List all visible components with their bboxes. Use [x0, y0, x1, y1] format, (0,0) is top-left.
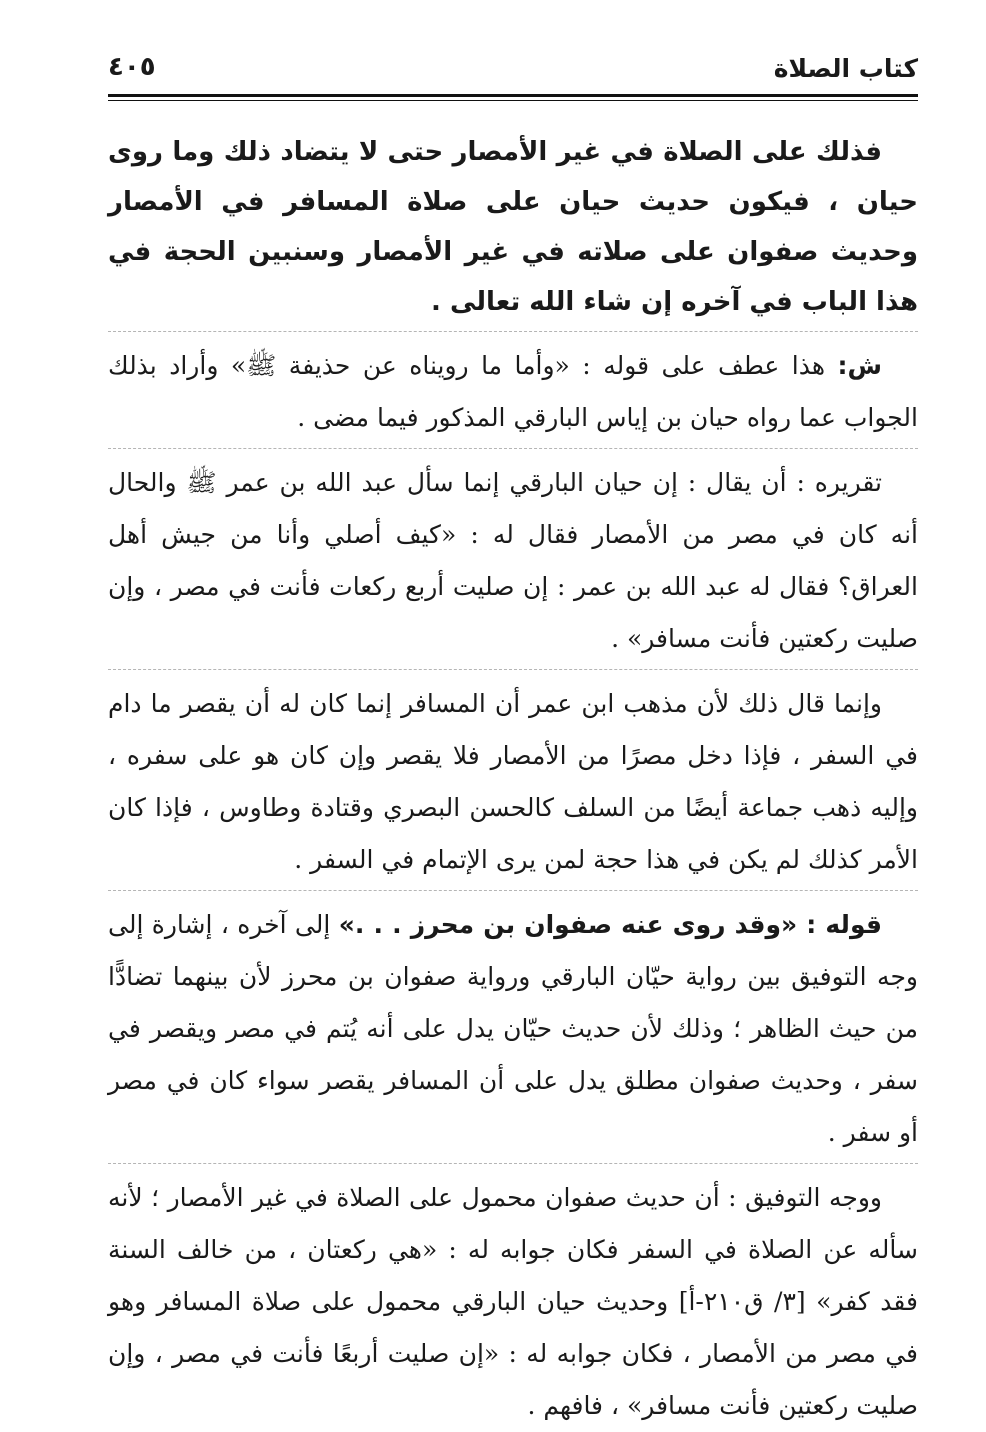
reason-paragraph: وإنما قال ذلك لأن مذهب ابن عمر أن المسافر إنما كان له أن يقصر ما دام في السفر ، فإذا دخل مصرًا من الأمصار فلا يقصر وإن كان هو على سفره ، وإليه ذهب جماعة أيضًا من السلف كالحسن البصري وقتادة وطاوس ، فإذا كان الأمر كذلك لم يكن في هذا حجة لمن يرى الإتمام في السفر . [108, 689, 918, 874]
running-title: كتاب الصلاة [773, 54, 918, 83]
commentary-label: ش: [837, 351, 882, 380]
header-rule-thin [108, 100, 918, 101]
lead-paragraph: فذلك على الصلاة في غير الأمصار حتى لا يتضاد ذلك وما روى حيان ، فيكون حديث حيان على صلاة المسافر في الأمصار وحديث صفوان على صلاته في غير الأمصار وسنبين الحجة في هذا الباب في آخره إن شاء الله تعالى . [108, 137, 918, 317]
paragraph-separator [108, 1163, 918, 1168]
commentary-text: هذا عطف على قوله : «وأما ما رويناه عن حذيفة ﷺ» وأراد بذلك الجواب عما رواه حيان بن إياس البارقي المذكور فيما مضى . [108, 351, 918, 432]
explanation-paragraph: تقريره : أن يقال : إن حيان البارقي إنما سأل عبد الله بن عمر ﷺ والحال أنه كان في مصر من الأمصار فقال له : «كيف أصلي وأنا من جيش أهل العراق؟ فقال له عبد الله بن عمر : إن صليت أربع ركعات فأنت في مصر ، وإن صليت ركعتين فأنت مسافر» . [108, 468, 918, 653]
book-page [108, 50, 918, 1432]
page-body [108, 127, 918, 1432]
paragraph-separator [108, 448, 918, 453]
quote-paragraph [108, 899, 918, 1159]
quote-label: قوله : «وقد روى عنه صفوان بن محرز . . .» [338, 910, 882, 939]
paragraph-separator [108, 890, 918, 895]
page-number: ٤٠٥ [108, 52, 156, 82]
quote-text: إلى آخره ، إشارة إلى وجه التوفيق بين رواية حيّان البارقي ورواية صفوان بن محرز لأن بينهما تضادًّا من حيث الظاهر ؛ وذلك لأن حديث حيّان يدل على أنه يُتم في مصر ويقصر في سفر ، وحديث صفوان مطلق يدل على أن المسافر يقصر سواء كان في مصر أو سفر . [108, 910, 918, 1147]
header-rule-thick [108, 94, 918, 97]
paragraph-separator [108, 331, 918, 336]
commentary-paragraph [108, 340, 918, 444]
paragraph-separator [108, 669, 918, 674]
page-header [108, 50, 918, 94]
reconciliation-paragraph: ووجه التوفيق : أن حديث صفوان محمول على الصلاة في غير الأمصار ؛ لأنه سأله عن الصلاة في السفر فكان جوابه له : «هي ركعتان ، من خالف السنة فقد كفر» [٣/ ق٢١٠-أ] وحديث حيان البارقي محمول على صلاة المسافر وهو في مصر من الأمصار ، فكان جوابه له : «إن صليت أربعًا فأنت في مصر ، وإن صليت ركعتين فأنت مسافر» ، فافهم . [108, 1183, 918, 1420]
